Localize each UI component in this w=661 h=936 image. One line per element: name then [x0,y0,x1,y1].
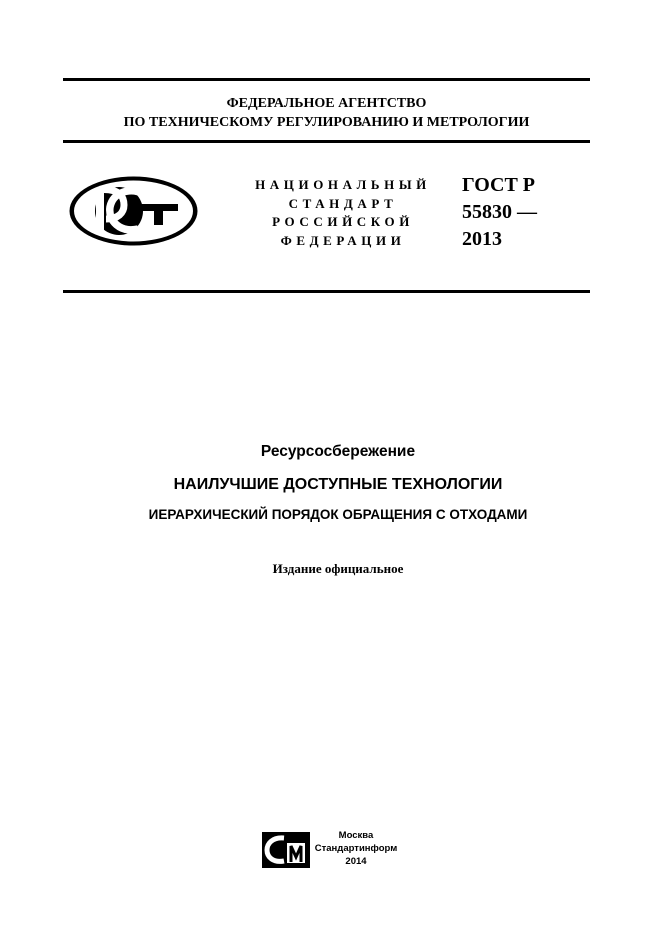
agency-line-1: ФЕДЕРАЛЬНОЕ АГЕНТСТВО [226,96,427,111]
gost-code-line-2: 55830 — [462,201,537,223]
standartinform-icon [262,832,310,868]
sub-title: ИЕРАРХИЧЕСКИЙ ПОРЯДОК ОБРАЩЕНИЯ С ОТХОДАМИ [148,507,528,522]
header-rule [63,140,590,143]
edition-label: Издание официальное [272,561,404,576]
gost-designation [462,172,537,253]
gost-code-line-1: ГОСТ Р [462,174,536,196]
standard-word-1: НАЦИОНАЛЬНЫЙ [255,177,431,192]
standard-word-3: РОССИЙСКОЙ [272,214,414,229]
top-rule [63,78,590,81]
gost-code-line-3: 2013 [462,228,502,250]
gost-r-certification-icon [68,175,199,247]
agency-line-2: ПО ТЕХНИЧЕСКОМУ РЕГУЛИРОВАНИЮ И МЕТРОЛОГИИ [123,115,530,130]
publisher-block [314,829,398,868]
publisher-year: 2014 [345,856,367,867]
publisher-name: Стандартинформ [314,843,398,854]
standard-word-4: ФЕДЕРАЦИИ [280,232,406,248]
publisher-city: Москва [338,830,374,841]
subject-title: Ресурсосбережение [260,443,416,460]
standard-word-2: СТАНДАРТ [288,195,398,211]
main-title: НАИЛУЧШИЕ ДОСТУПНЫЕ ТЕХНОЛОГИИ [173,476,503,493]
national-standard-label [238,176,448,250]
block-rule [63,290,590,293]
